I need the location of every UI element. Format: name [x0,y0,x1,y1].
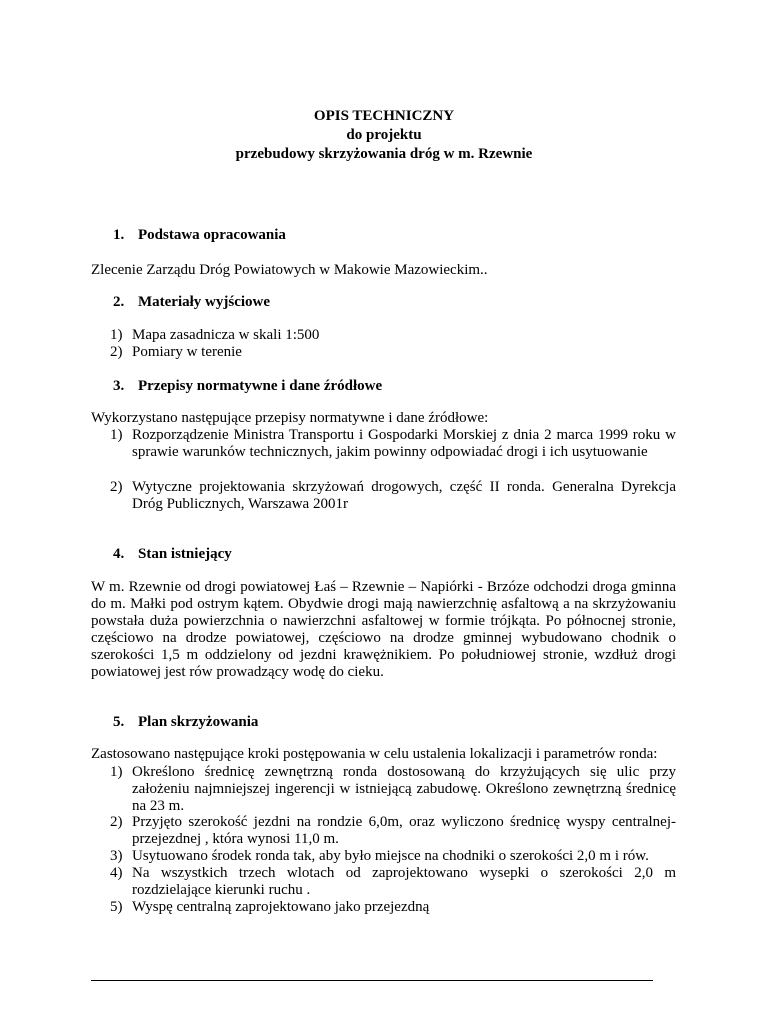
list-item-number: 2) [110,344,123,360]
list-item-text: Rozporządzenie Ministra Transportu i Gospodarki Morskiej z dnia 2 marca 1999 roku w sprawie warunków technicznych, jakim powinny odpowiadać drogi i ich usytuowanie [132,427,676,460]
list-item-text: Wyspę centralną zaprojektowano jako przejezdną [132,899,430,915]
list-item-text: Określono średnicę zewnętrzną ronda dostosowaną do krzyżujących się ulic przy założeniu najmniejszej ingerencji w istniejącą zabudowę. Określono zewnętrzną średnicę na 23 m. [132,764,676,814]
list-item-number: 1) [110,764,123,780]
section-3-intro: Wykorzystano następujące przepisy normatywne i dane źródłowe: [91,410,489,426]
document-subtitle: do projektu [346,127,422,143]
section-1-text: Zlecenie Zarządu Dróg Powiatowych w Makowie Mazowieckim.. [91,262,488,278]
list-item-number: 4) [110,865,123,881]
section-number: 4. [113,546,125,562]
list-item [110,814,676,848]
section-title: Materiały wyjściowe [138,294,271,310]
section-number: 5. [113,714,125,730]
list-item-number: 1) [110,427,123,443]
section-3-heading [113,377,382,395]
section-number: 2. [113,294,125,310]
section-5-heading [113,713,258,731]
document-title: OPIS TECHNICZNY [313,108,455,124]
list-item [110,427,676,461]
list-item-text: Usytuowano środek ronda tak, aby było miejsce na chodniki o szerokości 2,0 m i rów. [132,848,649,864]
list-item-text: Pomiary w terenie [132,344,242,360]
list-item-number: 2) [110,479,123,495]
list-item [110,327,676,344]
section-4-text: W m. Rzewnie od drogi powiatowej Łaś – Rzewnie – Napiórki - Brzóze odchodzi droga gminna do m. Małki pod ostrym kątem. Obydwie drogi mają nawierzchnię asfaltową a na skrzyżowaniu powstała duża powierzchnia o nawierzchni asfaltowej w formie trójkąta. Po północnej stronie, częściowo na drodze powiatowej, częściowo na drodze gminnej wybudowano chodnik o szerokości 1,5 m oddzielony od jezdni krawężnikiem. Po południowej stronie, wzdłuż drogi powiatowej jest rów prowadzący wodę do cieku. [91,579,676,680]
document-subject: przebudowy skrzyżowania dróg w m. Rzewnie [235,146,533,162]
list-item [110,344,676,361]
list-item [110,899,676,916]
list-item [110,848,676,865]
list-item-text: Wytyczne projektowania skrzyżowań drogowych, część II ronda. Generalna Dyrekcja Dróg Publicznych, Warszawa 2001r [132,479,676,512]
section-number: 3. [113,378,125,394]
list-item-number: 3) [110,848,123,864]
section-2-heading [113,293,270,311]
list-item [110,479,676,513]
section-1-heading [113,226,286,244]
list-item-number: 5) [110,899,123,915]
section-title: Przepisy normatywne i dane źródłowe [138,378,383,394]
section-5-intro: Zastosowano następujące kroki postępowania w celu ustalenia lokalizacji i parametrów ronda: [91,746,658,762]
list-item-number: 1) [110,327,123,343]
list-item [110,764,676,815]
list-item-number: 2) [110,814,123,830]
list-item-text: Mapa zasadnicza w skali 1:500 [132,327,320,343]
list-item-text: Na wszystkich trzech wlotach od zaprojektowano wysepki o szerokości 2,0 m rozdzielające kierunki ruchu . [132,865,676,898]
section-number: 1. [113,227,125,243]
section-title: Plan skrzyżowania [138,714,259,730]
footer-divider [91,980,653,981]
document-title-block [0,107,768,164]
section-4-heading [113,545,232,563]
list-item [110,865,676,899]
section-title: Stan istniejący [138,546,232,562]
section-title: Podstawa opracowania [138,227,286,243]
list-item-text: Przyjęto szerokość jezdni na rondzie 6,0m, oraz wyliczono średnicę wyspy centralnej-przejezdnej , która wynosi 11,0 m. [132,814,676,847]
